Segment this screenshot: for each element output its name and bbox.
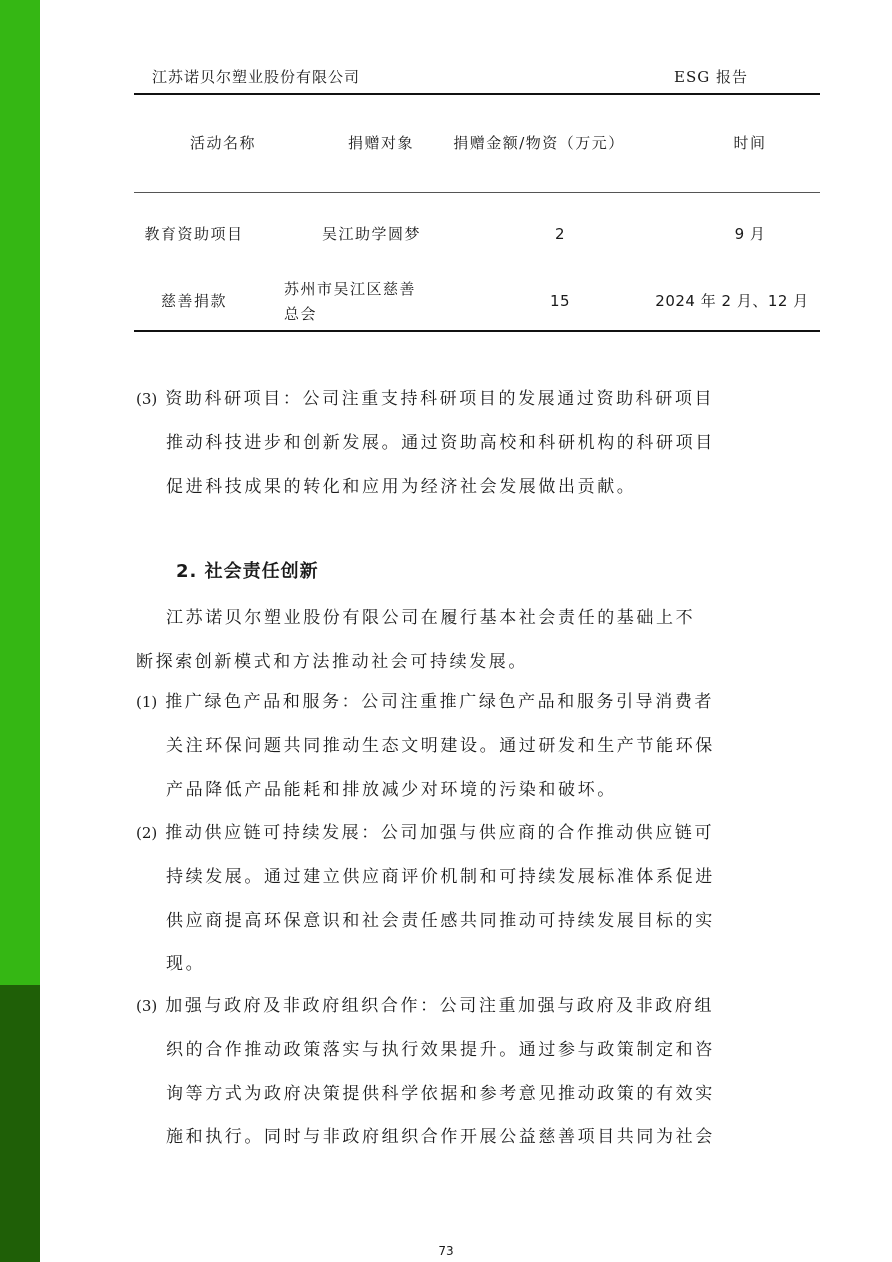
cell-amount: 15 (549, 292, 571, 310)
cell-activity: 教育资助项目 (144, 225, 244, 243)
intro-line: 断探索创新模式和方法推动社会可持续发展。 (136, 652, 528, 672)
text-line: 推动科技进步和创新发展。通过资助高校和科研机构的科研项目 (166, 433, 715, 453)
section-heading: 2. 社会责任创新 (176, 561, 319, 582)
list-marker: (3) (136, 390, 158, 408)
table-header-rule (134, 192, 820, 193)
text-line: 关注环保问题共同推动生态文明建设。通过研发和生产节能环保 (166, 736, 715, 756)
page-number: 73 (438, 1244, 454, 1258)
col-header-target: 捐赠对象 (347, 134, 414, 152)
text-line: 促进科技成果的转化和应用为经济社会发展做出贡献。 (166, 477, 637, 497)
list-item-text (136, 991, 714, 1016)
list-item-text (136, 687, 714, 712)
list-marker: (2) (136, 824, 158, 842)
side-band-light (0, 0, 40, 985)
intro-line: 江苏诺贝尔塑业股份有限公司在履行基本社会责任的基础上不 (166, 608, 696, 628)
cell-target: 苏州市吴江区慈善 (284, 280, 417, 298)
text-line: 现。 (166, 954, 206, 974)
list-item-text (136, 818, 714, 843)
list-marker: (1) (136, 693, 158, 711)
text-line: 资助科研项目：公司注重支持科研项目的发展通过资助科研项目 (165, 389, 715, 409)
text-line: 织的合作推动政策落实与执行效果提升。通过参与政策制定和咨 (166, 1040, 715, 1060)
text-line: 推广绿色产品和服务：公司注重推广绿色产品和服务引导消费者 (165, 692, 715, 712)
text-line: 供应商提高环保意识和社会责任感共同推动可持续发展目标的实 (166, 911, 715, 931)
list-marker: (3) (136, 997, 158, 1015)
header-report-title: ESG 报告 (674, 68, 748, 86)
text-line: 加强与政府及非政府组织合作：公司注重加强与政府及非政府组 (165, 996, 715, 1016)
side-band-dark (0, 985, 40, 1262)
cell-amount: 2 (554, 225, 566, 243)
cell-time: 2024 年 2 月、12 月 (655, 292, 809, 310)
text-line: 产品降低产品能耗和排放减少对环境的污染和破坏。 (166, 780, 617, 800)
header-rule (134, 93, 820, 95)
cell-activity: 慈善捐款 (160, 292, 227, 310)
cell-time: 9 月 (734, 225, 766, 243)
text-line: 持续发展。通过建立供应商评价机制和可持续发展标准体系促进 (166, 867, 715, 887)
text-line: 施和执行。同时与非政府组织合作开展公益慈善项目共同为社会 (166, 1127, 715, 1147)
header-company: 江苏诺贝尔塑业股份有限公司 (152, 68, 361, 86)
table-bottom-rule (134, 330, 820, 332)
text-line: 询等方式为政府决策提供科学依据和参考意见推动政策的有效实 (166, 1084, 715, 1104)
col-header-amount: 捐赠金额/物资（万元） (453, 134, 625, 152)
col-header-activity: 活动名称 (189, 134, 256, 152)
col-header-time: 时间 (733, 134, 767, 152)
cell-target-cont: 总会 (284, 305, 318, 323)
cell-target: 吴江助学圆梦 (322, 225, 422, 243)
list-item-text (136, 384, 714, 409)
text-line: 推动供应链可持续发展：公司加强与供应商的合作推动供应链可 (165, 823, 715, 843)
